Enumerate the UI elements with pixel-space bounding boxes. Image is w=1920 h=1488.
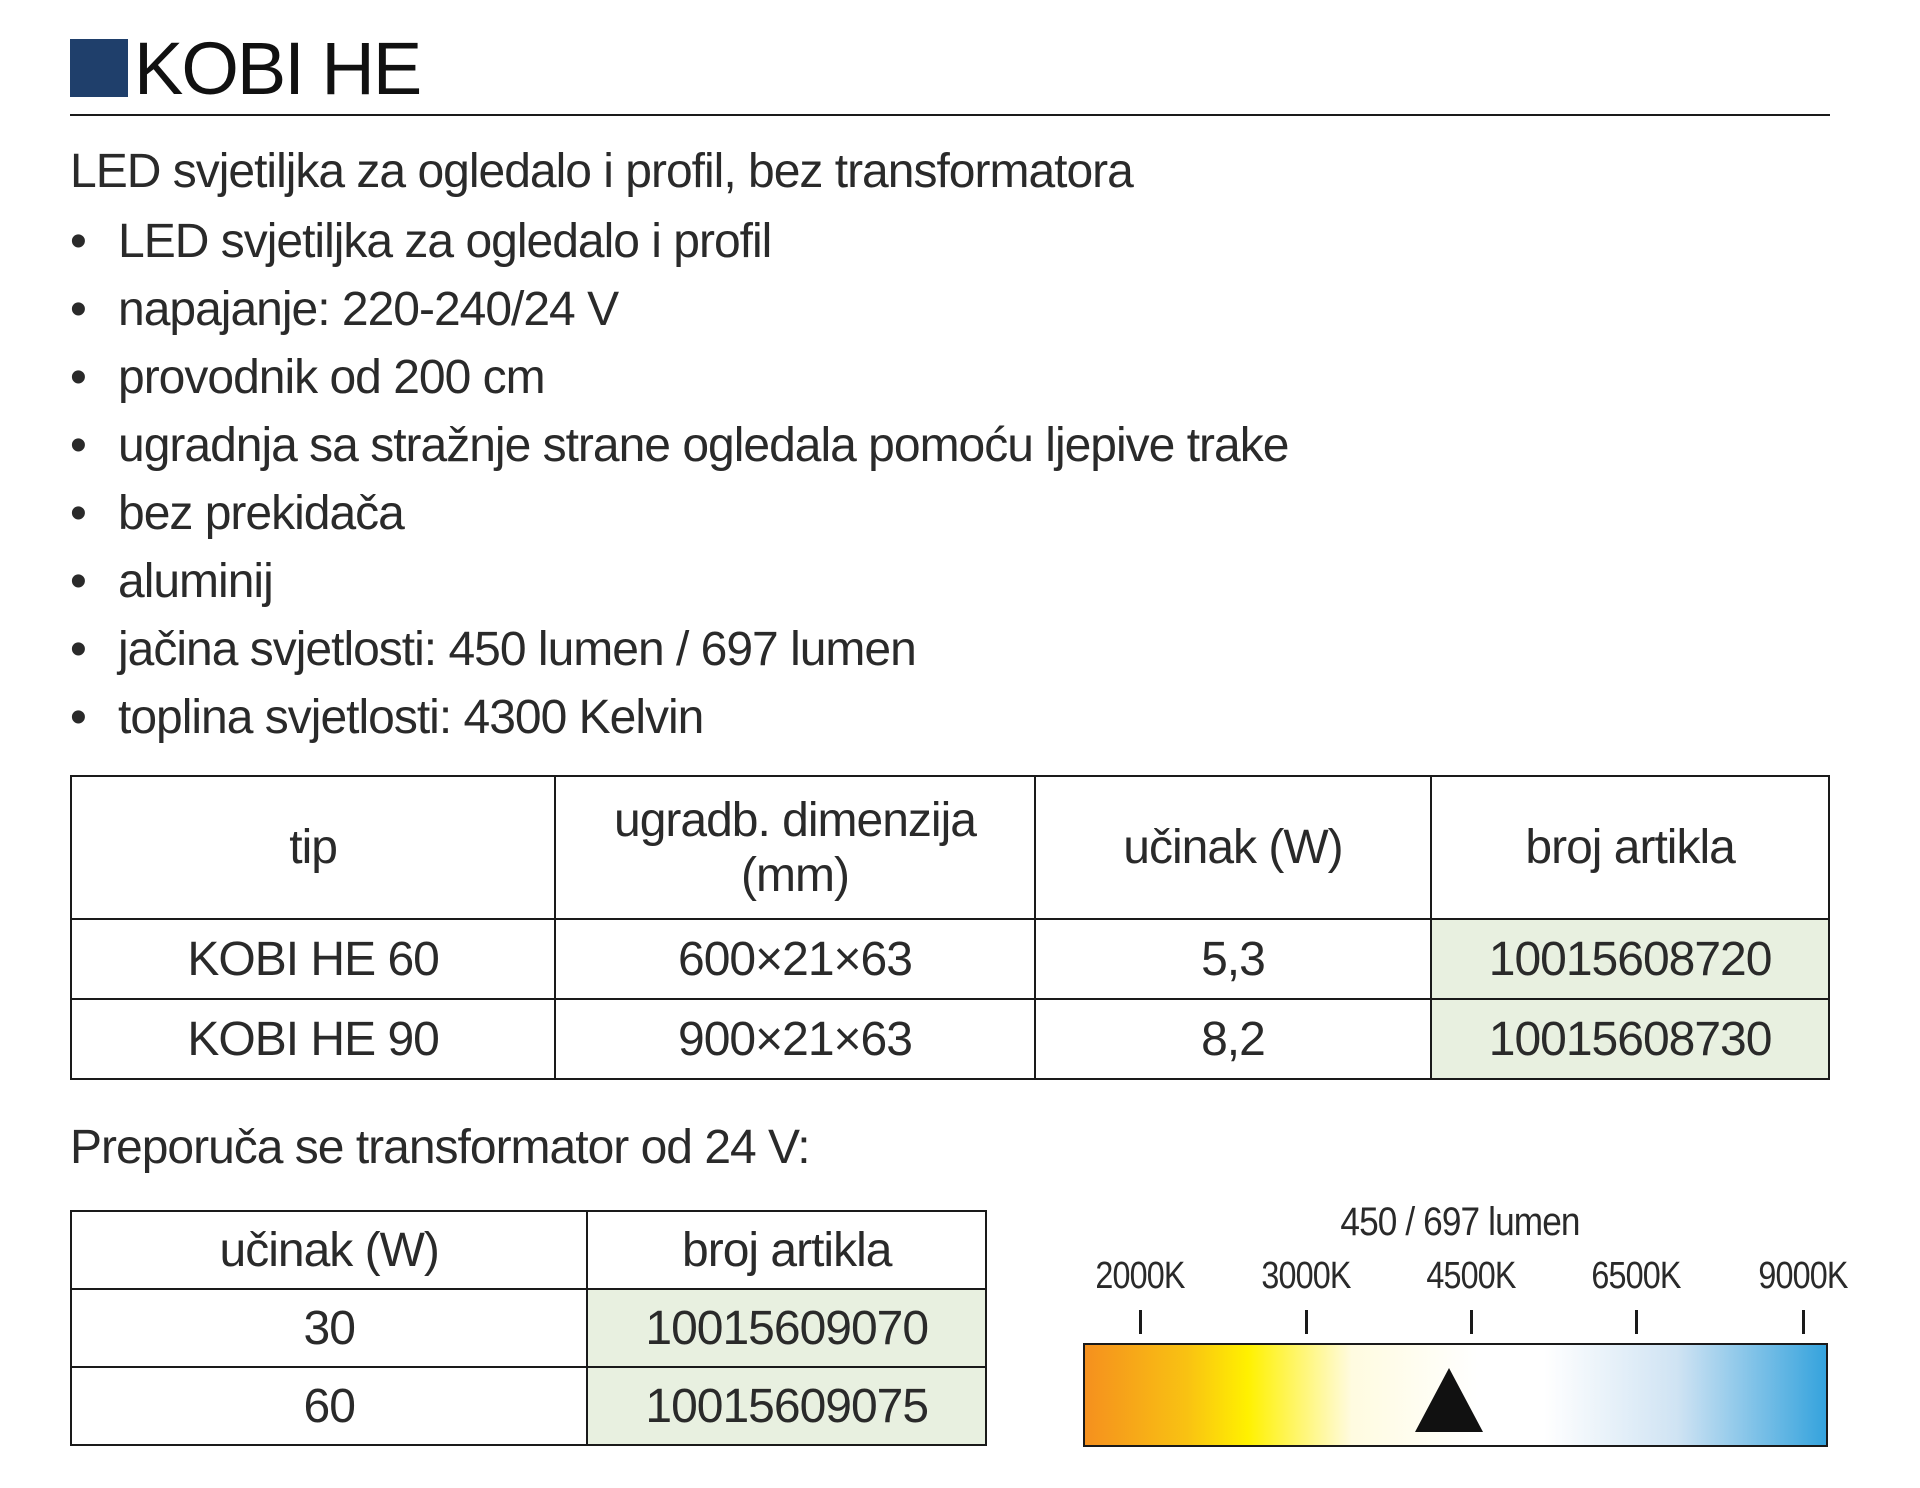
title-block (70, 28, 420, 108)
transformer-note: Preporuča se transformator od 24 V: (70, 1121, 810, 1174)
lumen-label: 450 / 697 lumen (1340, 1200, 1580, 1244)
scale-tick (1305, 1310, 1308, 1334)
table-header-row (71, 1211, 986, 1289)
feature-list (70, 208, 1288, 752)
header-dimension: ugradb. dimenzija (mm) (555, 776, 1035, 919)
scale-tick (1635, 1310, 1638, 1334)
cell-dimension: 600×21×63 (555, 919, 1035, 999)
header-article: broj artikla (1431, 776, 1829, 919)
page-title: KOBI HE (134, 26, 421, 110)
table-row (71, 1289, 986, 1367)
title-divider (70, 114, 1830, 116)
bullet-icon: • (70, 283, 86, 336)
bullet-icon: • (70, 555, 86, 608)
tick-label: 9000K (1758, 1255, 1848, 1297)
feature-item: • LED svjetiljka za ogledalo i profil (70, 208, 1288, 276)
cell-article: 10015608730 (1431, 999, 1829, 1079)
feature-item: • jačina svjetlosti: 450 lumen / 697 lumen (70, 616, 1288, 684)
product-subtitle: LED svjetiljka za ogledalo i profil, bez transformatora (70, 145, 1133, 198)
bullet-icon: • (70, 351, 86, 404)
cell-article: 10015608720 (1431, 919, 1829, 999)
feature-item: • bez prekidača (70, 480, 1288, 548)
scale-tick (1802, 1310, 1805, 1334)
cell-power: 60 (71, 1367, 587, 1445)
feature-item: • toplina svjetlosti: 4300 Kelvin (70, 684, 1288, 752)
bullet-icon: • (70, 623, 86, 676)
temperature-marker-icon (1415, 1368, 1483, 1432)
header-article: broj artikla (587, 1211, 986, 1289)
cell-article: 10015609070 (587, 1289, 986, 1367)
table-row (71, 999, 1829, 1079)
feature-item: • provodnik od 200 cm (70, 344, 1288, 412)
transformer-table (70, 1210, 987, 1446)
cell-type: KOBI HE 90 (71, 999, 555, 1079)
tick-label: 4500K (1426, 1255, 1516, 1297)
title-square-icon (70, 39, 128, 97)
tick-label: 3000K (1261, 1255, 1351, 1297)
cell-dimension: 900×21×63 (555, 999, 1035, 1079)
bullet-icon: • (70, 419, 86, 472)
cell-power: 30 (71, 1289, 587, 1367)
table-row (71, 1367, 986, 1445)
scale-tick (1470, 1310, 1473, 1334)
feature-item: • ugradnja sa stražnje strane ogledala pomoću ljepive trake (70, 412, 1288, 480)
scale-tick (1139, 1310, 1142, 1334)
table-row (71, 919, 1829, 999)
header-tip: tip (71, 776, 555, 919)
header-power: učinak (W) (1035, 776, 1431, 919)
cell-article: 10015609075 (587, 1367, 986, 1445)
feature-item: • aluminij (70, 548, 1288, 616)
tick-label: 2000K (1095, 1255, 1185, 1297)
tick-label: 6500K (1591, 1255, 1681, 1297)
feature-item: • napajanje: 220-240/24 V (70, 276, 1288, 344)
bullet-icon: • (70, 691, 86, 744)
bullet-icon: • (70, 487, 86, 540)
bullet-icon: • (70, 215, 86, 268)
product-table (70, 775, 1830, 1080)
table-header-row (71, 776, 1829, 919)
cell-power: 5,3 (1035, 919, 1431, 999)
header-power: učinak (W) (71, 1211, 587, 1289)
cell-type: KOBI HE 60 (71, 919, 555, 999)
cell-power: 8,2 (1035, 999, 1431, 1079)
